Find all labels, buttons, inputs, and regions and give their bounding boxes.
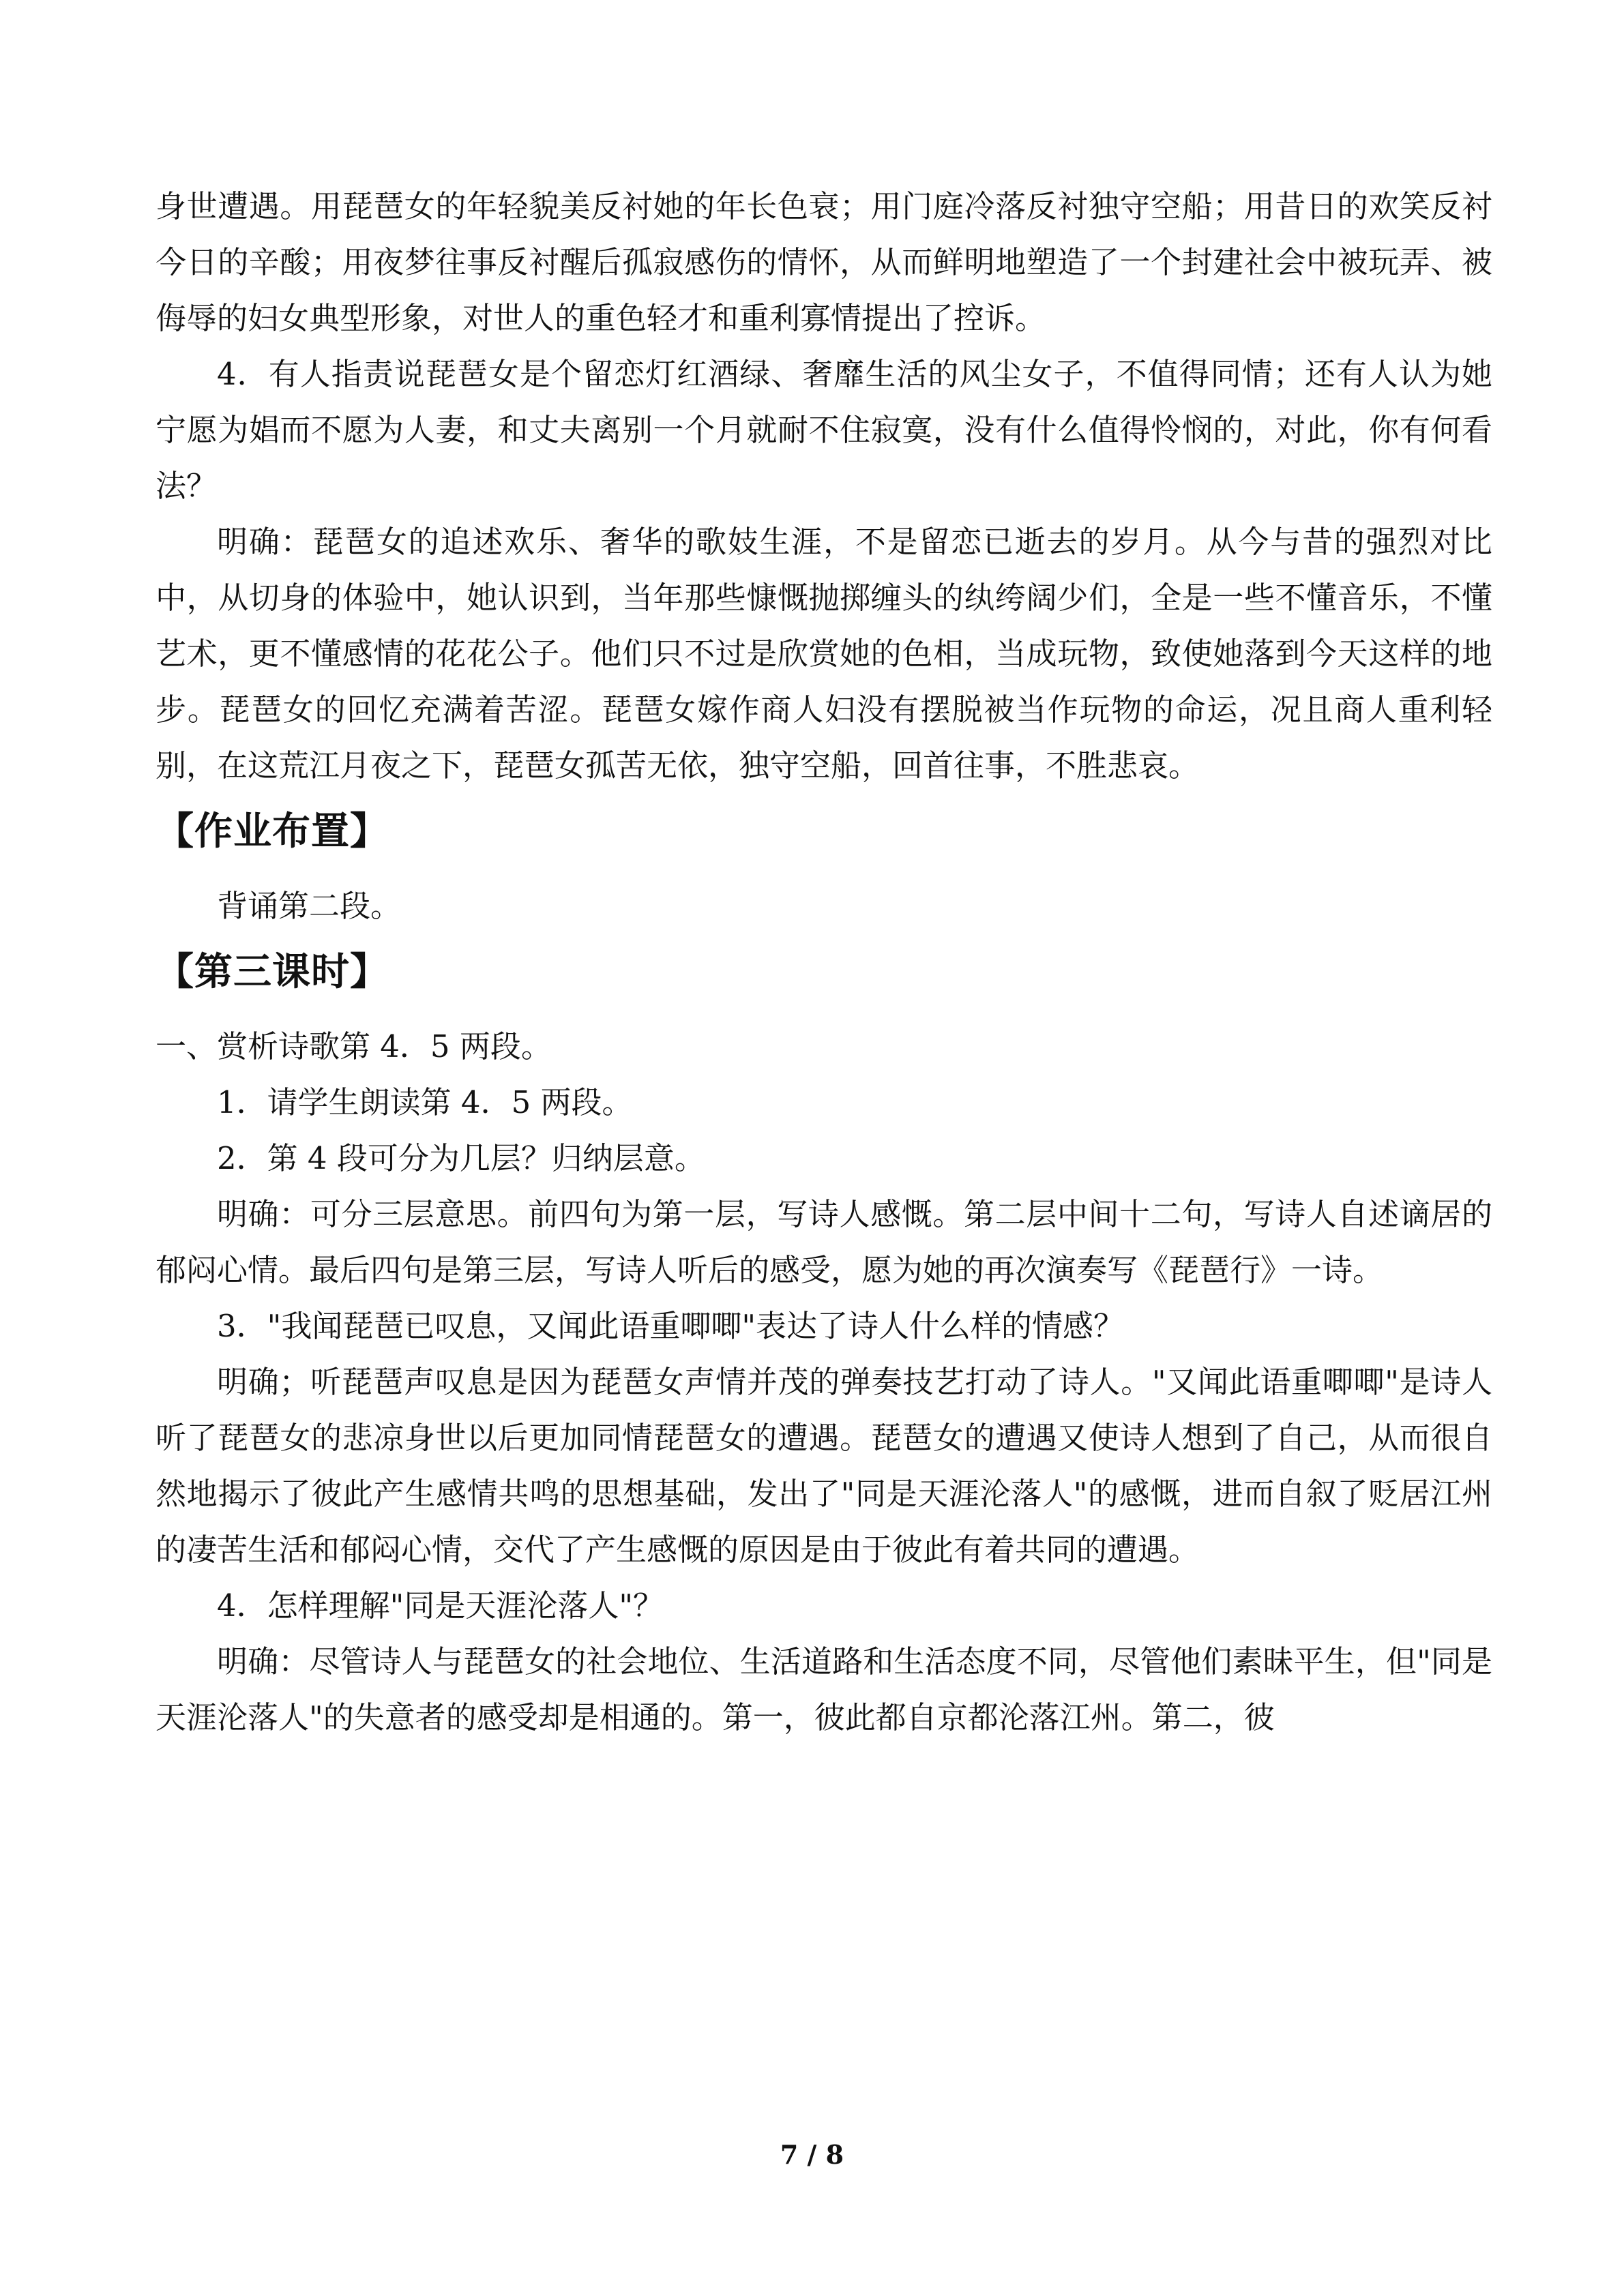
homework-heading: 【作业布置】	[156, 809, 389, 854]
section-one-title: 一、赏析诗歌第 4．5 两段。	[156, 1028, 552, 1064]
answer-3-paragraph: 明确；听琵琶声叹息是因为琵琶女声情并茂的弹奏技艺打动了诗人。"又闻此语重唧唧"是诗人听了琵琶女的悲凉身世以后更加同情琵琶女的遭遇。琵琶女的遭遇又使诗人想到了自己，从而很自然地揭示了彼此产生感情共鸣的思想基础，发出了"同是天涯沦落人"的感慨，进而自叙了贬居江州的凄苦生活和郁闷心情，交代了产生感慨的原因是由于彼此有着共同的遭遇。	[156, 1364, 1492, 1568]
item-1-paragraph: 1．请学生朗读第 4．5 两段。	[217, 1084, 633, 1120]
answer-4-paragraph: 明确：琵琶女的追述欢乐、奢华的歌妓生涯，不是留恋已逝去的岁月。从今与昔的强烈对比中，从切身的体验中，她认识到，当年那些慷慨抛掷缠头的纨绔阔少们，全是一些不懂音乐，不懂艺术，更不懂感情的花花公子。他们只不过是欣赏她的色相，当成玩物，致使她落到今天这样的地步。琵琶女的回忆充满着苦涩。琵琶女嫁作商人妇没有摆脱被当作玩物的命运，况且商人重利轻别，在这荒江月夜之下，琵琶女孤苦无依，独守空船，回首往事，不胜悲哀。	[156, 524, 1492, 784]
item-3-paragraph: 3．"我闻琵琶已叹息，又闻此语重唧唧"表达了诗人什么样的情感？	[217, 1308, 1125, 1344]
paragraph-continuation: 身世遭遇。用琵琶女的年轻貌美反衬她的年长色衰；用门庭冷落反衬独守空船；用昔日的欢笑反衬今日的辛酸；用夜梦往事反衬醒后孤寂感伤的情怀，从而鲜明地塑造了一个封建社会中被玩弄、被侮辱的妇女典型形象，对世人的重色轻才和重利寡情提出了控诉。	[156, 188, 1492, 336]
answer-4b-paragraph: 明确：尽管诗人与琵琶女的社会地位、生活道路和生活态度不同，尽管他们素昧平生，但"同是天涯沦落人"的失意者的感受却是相通的。第一，彼此都自京都沦落江州。第二，彼	[156, 1643, 1492, 1735]
document-body	[156, 179, 1492, 1746]
answer-2-paragraph: 明确：可分三层意思。前四句为第一层，写诗人感慨。第二层中间十二句，写诗人自述谪居的郁闷心情。最后四句是第三层，写诗人听后的感受，愿为她的再次演奏写《琵琶行》一诗。	[156, 1196, 1492, 1288]
item-4-paragraph: 4．怎样理解"同是天涯沦落人"？	[217, 1587, 664, 1624]
third-lesson-heading: 【第三课时】	[156, 950, 389, 994]
page-number: 7 / 8	[780, 2139, 844, 2170]
question-4-paragraph: 4．有人指责说琵琶女是个留恋灯红酒绿、奢靡生活的风尘女子，不值得同情；还有人认为她宁愿为娼而不愿为人妻，和丈夫离别一个月就耐不住寂寞，没有什么值得怜悯的，对此，你有何看法？	[156, 356, 1492, 504]
item-2-paragraph: 2．第 4 段可分为几层？归纳层意。	[217, 1140, 705, 1176]
homework-paragraph: 背诵第二段。	[217, 888, 402, 924]
